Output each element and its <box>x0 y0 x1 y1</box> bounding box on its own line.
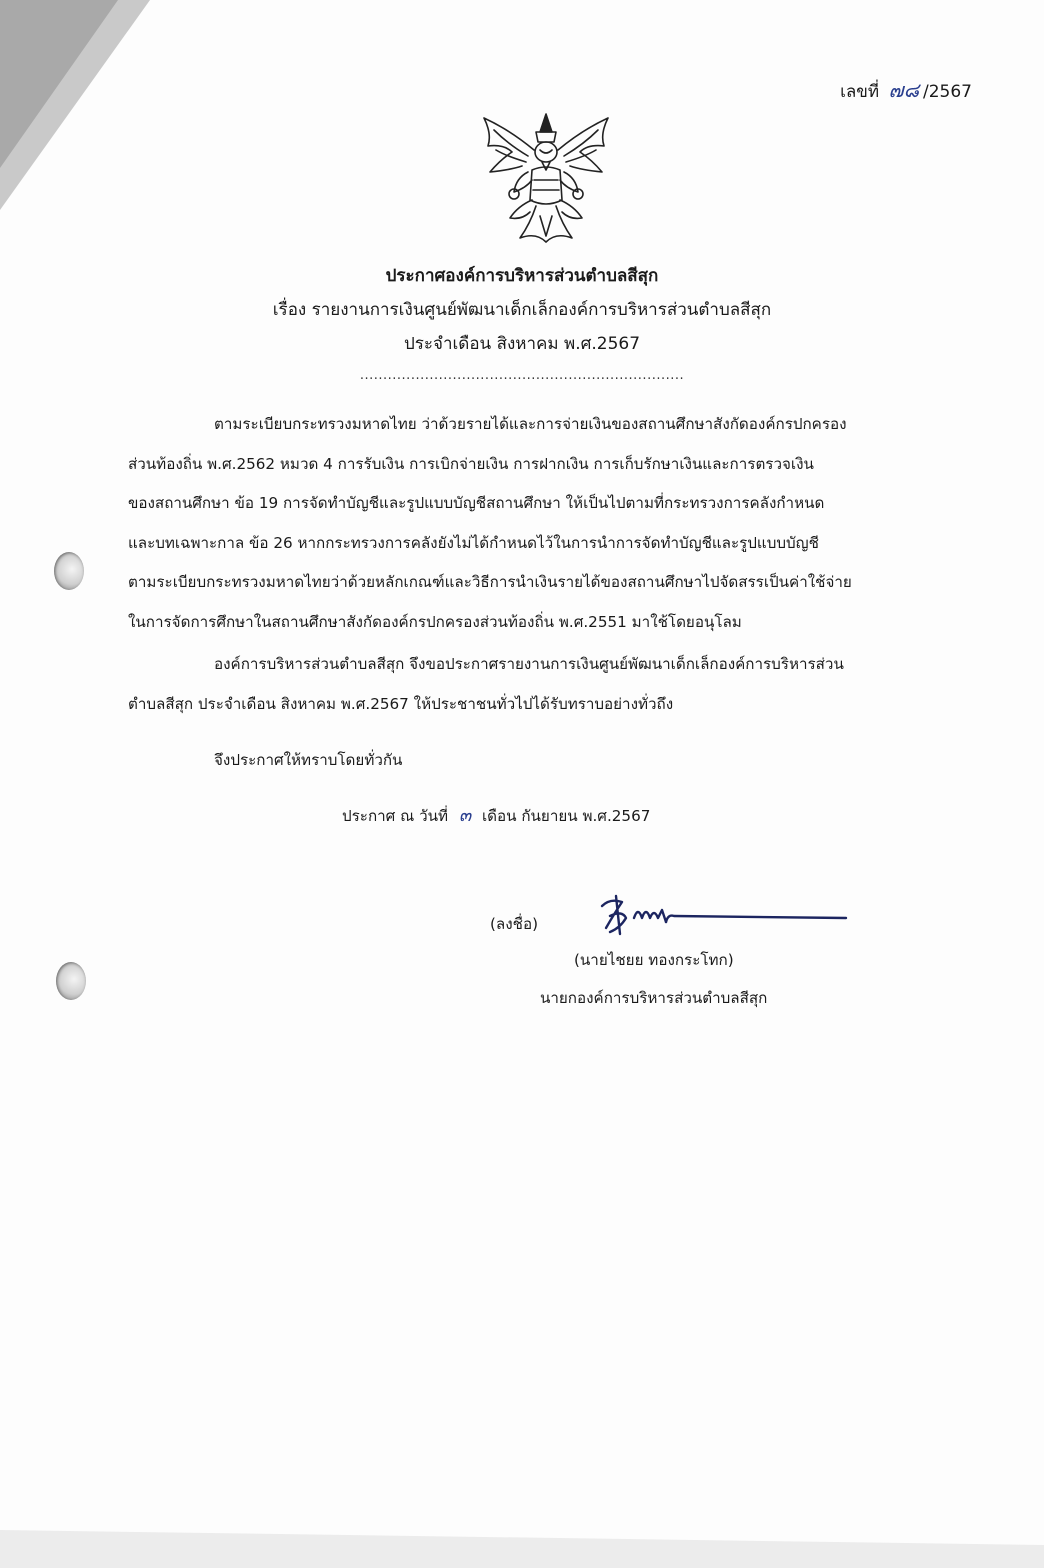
announcement-title: ประกาศองค์การบริหารส่วนตำบลสีสุก <box>385 266 659 286</box>
paragraph-line: ในการจัดการศึกษาในสถานศึกษาสังกัดองค์กรปกครองส่วนท้องถิ่น พ.ศ.2551 มาใช้โดยอนุโลม <box>128 612 742 631</box>
paragraph-announcement <box>128 645 958 724</box>
signatory-name: (นายไชยย ทองกระโทก) <box>574 951 734 969</box>
title-divider: ...................................................................... <box>359 368 685 383</box>
paragraph-line: ส่วนท้องถิ่น พ.ศ.2562 หมวด 4 การรับเงิน การเบิกจ่ายเงิน การฝากเงิน การเก็บรักษาเงินและการตรวจเงิน <box>128 454 814 473</box>
document-number-handwritten: ๗๘ <box>888 78 919 102</box>
paragraph-line: องค์การบริหารส่วนตำบลสีสุก จึงขอประกาศรายงานการเงินศูนย์พัฒนาเด็กเล็กองค์การบริหารส่วน <box>214 655 844 673</box>
paragraph-line: ของสถานศึกษา ข้อ 19 การจัดทำบัญชีและรูปแบบบัญชีสถานศึกษา ให้เป็นไปตามที่กระทรวงการคลังกำหนด <box>128 494 825 512</box>
announcement-date <box>342 800 650 829</box>
garuda-emblem-icon <box>470 100 622 252</box>
paragraph-line: ตามระเบียบกระทรวงมหาดไทยว่าด้วยหลักเกณฑ์และวิธีการนำเงินรายได้ของสถานศึกษาไปจัดสรรเป็นค่าใช้จ่าย <box>128 573 852 591</box>
announcement-subject: เรื่อง รายงานการเงินศูนย์พัฒนาเด็กเล็กองค์การบริหารส่วนตำบลสีสุก <box>272 300 772 320</box>
date-prefix: ประกาศ ณ วันที่ <box>342 807 448 825</box>
paragraph-regulation <box>128 405 958 642</box>
document-number-year: /2567 <box>923 82 972 102</box>
punch-hole <box>54 552 84 590</box>
handwritten-signature <box>596 888 856 942</box>
document-number <box>840 74 972 106</box>
punch-hole <box>56 962 86 1000</box>
date-suffix: เดือน กันยายน พ.ศ.2567 <box>481 807 651 825</box>
paragraph-line: ตามระเบียบกระทรวงมหาดไทย ว่าด้วยรายได้และการจ่ายเงินของสถานศึกษาสังกัดองค์กรปกครอง <box>214 415 847 433</box>
signatory-position: นายกองค์การบริหารส่วนตำบลสีสุก <box>540 989 768 1007</box>
document-number-label: เลขที่ <box>840 82 880 102</box>
date-day-handwritten: ๓ <box>458 805 472 826</box>
paragraph-closing: จึงประกาศให้ทราบโดยทั่วกัน <box>214 751 403 769</box>
paragraph-line: ตำบลสีสุก ประจำเดือน สิงหาคม พ.ศ.2567 ให้ประชาชนทั่วไปได้รับทราบอย่างทั่วถึง <box>128 694 674 713</box>
announcement-period: ประจำเดือน สิงหาคม พ.ศ.2567 <box>403 334 641 354</box>
signature-label: (ลงชื่อ) <box>490 915 539 933</box>
paragraph-line: และบทเฉพาะกาล ข้อ 26 หากกระทรวงการคลังยังไม่ได้กำหนดไว้ในการนำการจัดทำบัญชีและรูปแบบบัญชี <box>128 533 819 552</box>
